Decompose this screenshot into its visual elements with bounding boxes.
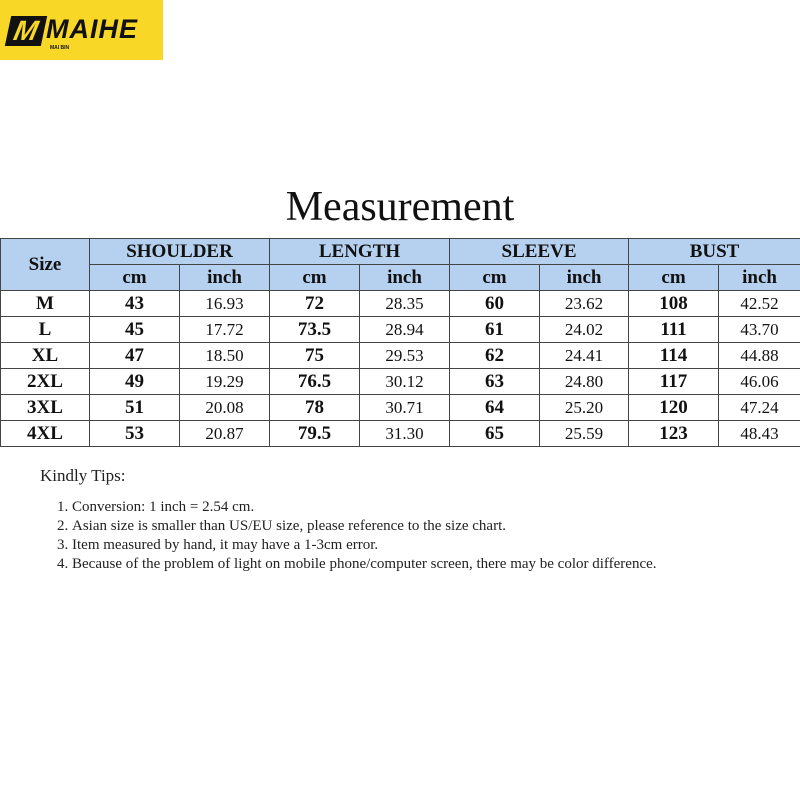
unit-header: inch: [719, 265, 800, 291]
unit-header: inch: [180, 265, 270, 291]
value-cell: 20.08: [180, 395, 270, 421]
unit-header: inch: [540, 265, 629, 291]
value-cell: 47: [90, 343, 180, 369]
value-cell: 30.12: [360, 369, 450, 395]
tip-item: 3. Item measured by hand, it may have a 1-3cm error.: [72, 536, 657, 555]
value-cell: 63: [450, 369, 540, 395]
value-cell: 108: [629, 291, 719, 317]
brand-logo: [0, 0, 163, 60]
page-title: Measurement: [285, 184, 515, 230]
value-cell: 45: [90, 317, 180, 343]
value-cell: 48.43: [719, 421, 800, 447]
unit-header: cm: [270, 265, 360, 291]
tips-heading: Kindly Tips:: [40, 466, 126, 485]
value-cell: 46.06: [719, 369, 800, 395]
value-cell: 64: [450, 395, 540, 421]
unit-header: cm: [629, 265, 719, 291]
table-row: [1, 395, 800, 421]
value-cell: 16.93: [180, 291, 270, 317]
value-cell: 123: [629, 421, 719, 447]
tip-item: 1. Conversion: 1 inch = 2.54 cm.: [72, 498, 657, 517]
table-row: [1, 421, 800, 447]
size-table: [0, 238, 800, 447]
table-row: [1, 317, 800, 343]
value-cell: 61: [450, 317, 540, 343]
group-header: LENGTH: [270, 239, 450, 265]
table-row: [1, 343, 800, 369]
unit-header: inch: [360, 265, 450, 291]
value-cell: 43.70: [719, 317, 800, 343]
value-cell: 24.41: [540, 343, 629, 369]
tip-item: 2. Asian size is smaller than US/EU size, please reference to the size chart.: [72, 517, 657, 536]
value-cell: 42.52: [719, 291, 800, 317]
size-cell: 2XL: [1, 369, 90, 395]
tips-section: [40, 466, 657, 574]
value-cell: 72: [270, 291, 360, 317]
size-cell: M: [1, 291, 90, 317]
value-cell: 24.80: [540, 369, 629, 395]
value-cell: 43: [90, 291, 180, 317]
size-cell: XL: [1, 343, 90, 369]
size-cell: 3XL: [1, 395, 90, 421]
value-cell: 18.50: [180, 343, 270, 369]
value-cell: 117: [629, 369, 719, 395]
value-cell: 111: [629, 317, 719, 343]
group-header: SLEEVE: [450, 239, 629, 265]
value-cell: 20.87: [180, 421, 270, 447]
value-cell: 17.72: [180, 317, 270, 343]
value-cell: 28.35: [360, 291, 450, 317]
value-cell: 120: [629, 395, 719, 421]
size-cell: L: [1, 317, 90, 343]
tips-list: [40, 498, 657, 574]
logo-name: MAIHE: [46, 14, 138, 44]
value-cell: 60: [450, 291, 540, 317]
value-cell: 79.5: [270, 421, 360, 447]
group-header: BUST: [629, 239, 800, 265]
table-row: [1, 369, 800, 395]
unit-header: cm: [90, 265, 180, 291]
value-cell: 19.29: [180, 369, 270, 395]
value-cell: 29.53: [360, 343, 450, 369]
logo-subtitle: MAI BIN: [50, 45, 70, 51]
size-cell: 4XL: [1, 421, 90, 447]
value-cell: 25.59: [540, 421, 629, 447]
value-cell: 76.5: [270, 369, 360, 395]
value-cell: 73.5: [270, 317, 360, 343]
value-cell: 75: [270, 343, 360, 369]
value-cell: 28.94: [360, 317, 450, 343]
value-cell: 51: [90, 395, 180, 421]
value-cell: 53: [90, 421, 180, 447]
value-cell: 47.24: [719, 395, 800, 421]
value-cell: 65: [450, 421, 540, 447]
value-cell: 44.88: [719, 343, 800, 369]
size-header: Size: [1, 239, 90, 291]
group-header: SHOULDER: [90, 239, 270, 265]
value-cell: 114: [629, 343, 719, 369]
value-cell: 24.02: [540, 317, 629, 343]
value-cell: 78: [270, 395, 360, 421]
value-cell: 62: [450, 343, 540, 369]
table-row: [1, 291, 800, 317]
value-cell: 31.30: [360, 421, 450, 447]
tip-item: 4. Because of the problem of light on mobile phone/computer screen, there may be color difference.: [72, 555, 657, 574]
logo-mark: M: [5, 16, 47, 46]
value-cell: 25.20: [540, 395, 629, 421]
value-cell: 23.62: [540, 291, 629, 317]
unit-header: cm: [450, 265, 540, 291]
value-cell: 49: [90, 369, 180, 395]
value-cell: 30.71: [360, 395, 450, 421]
